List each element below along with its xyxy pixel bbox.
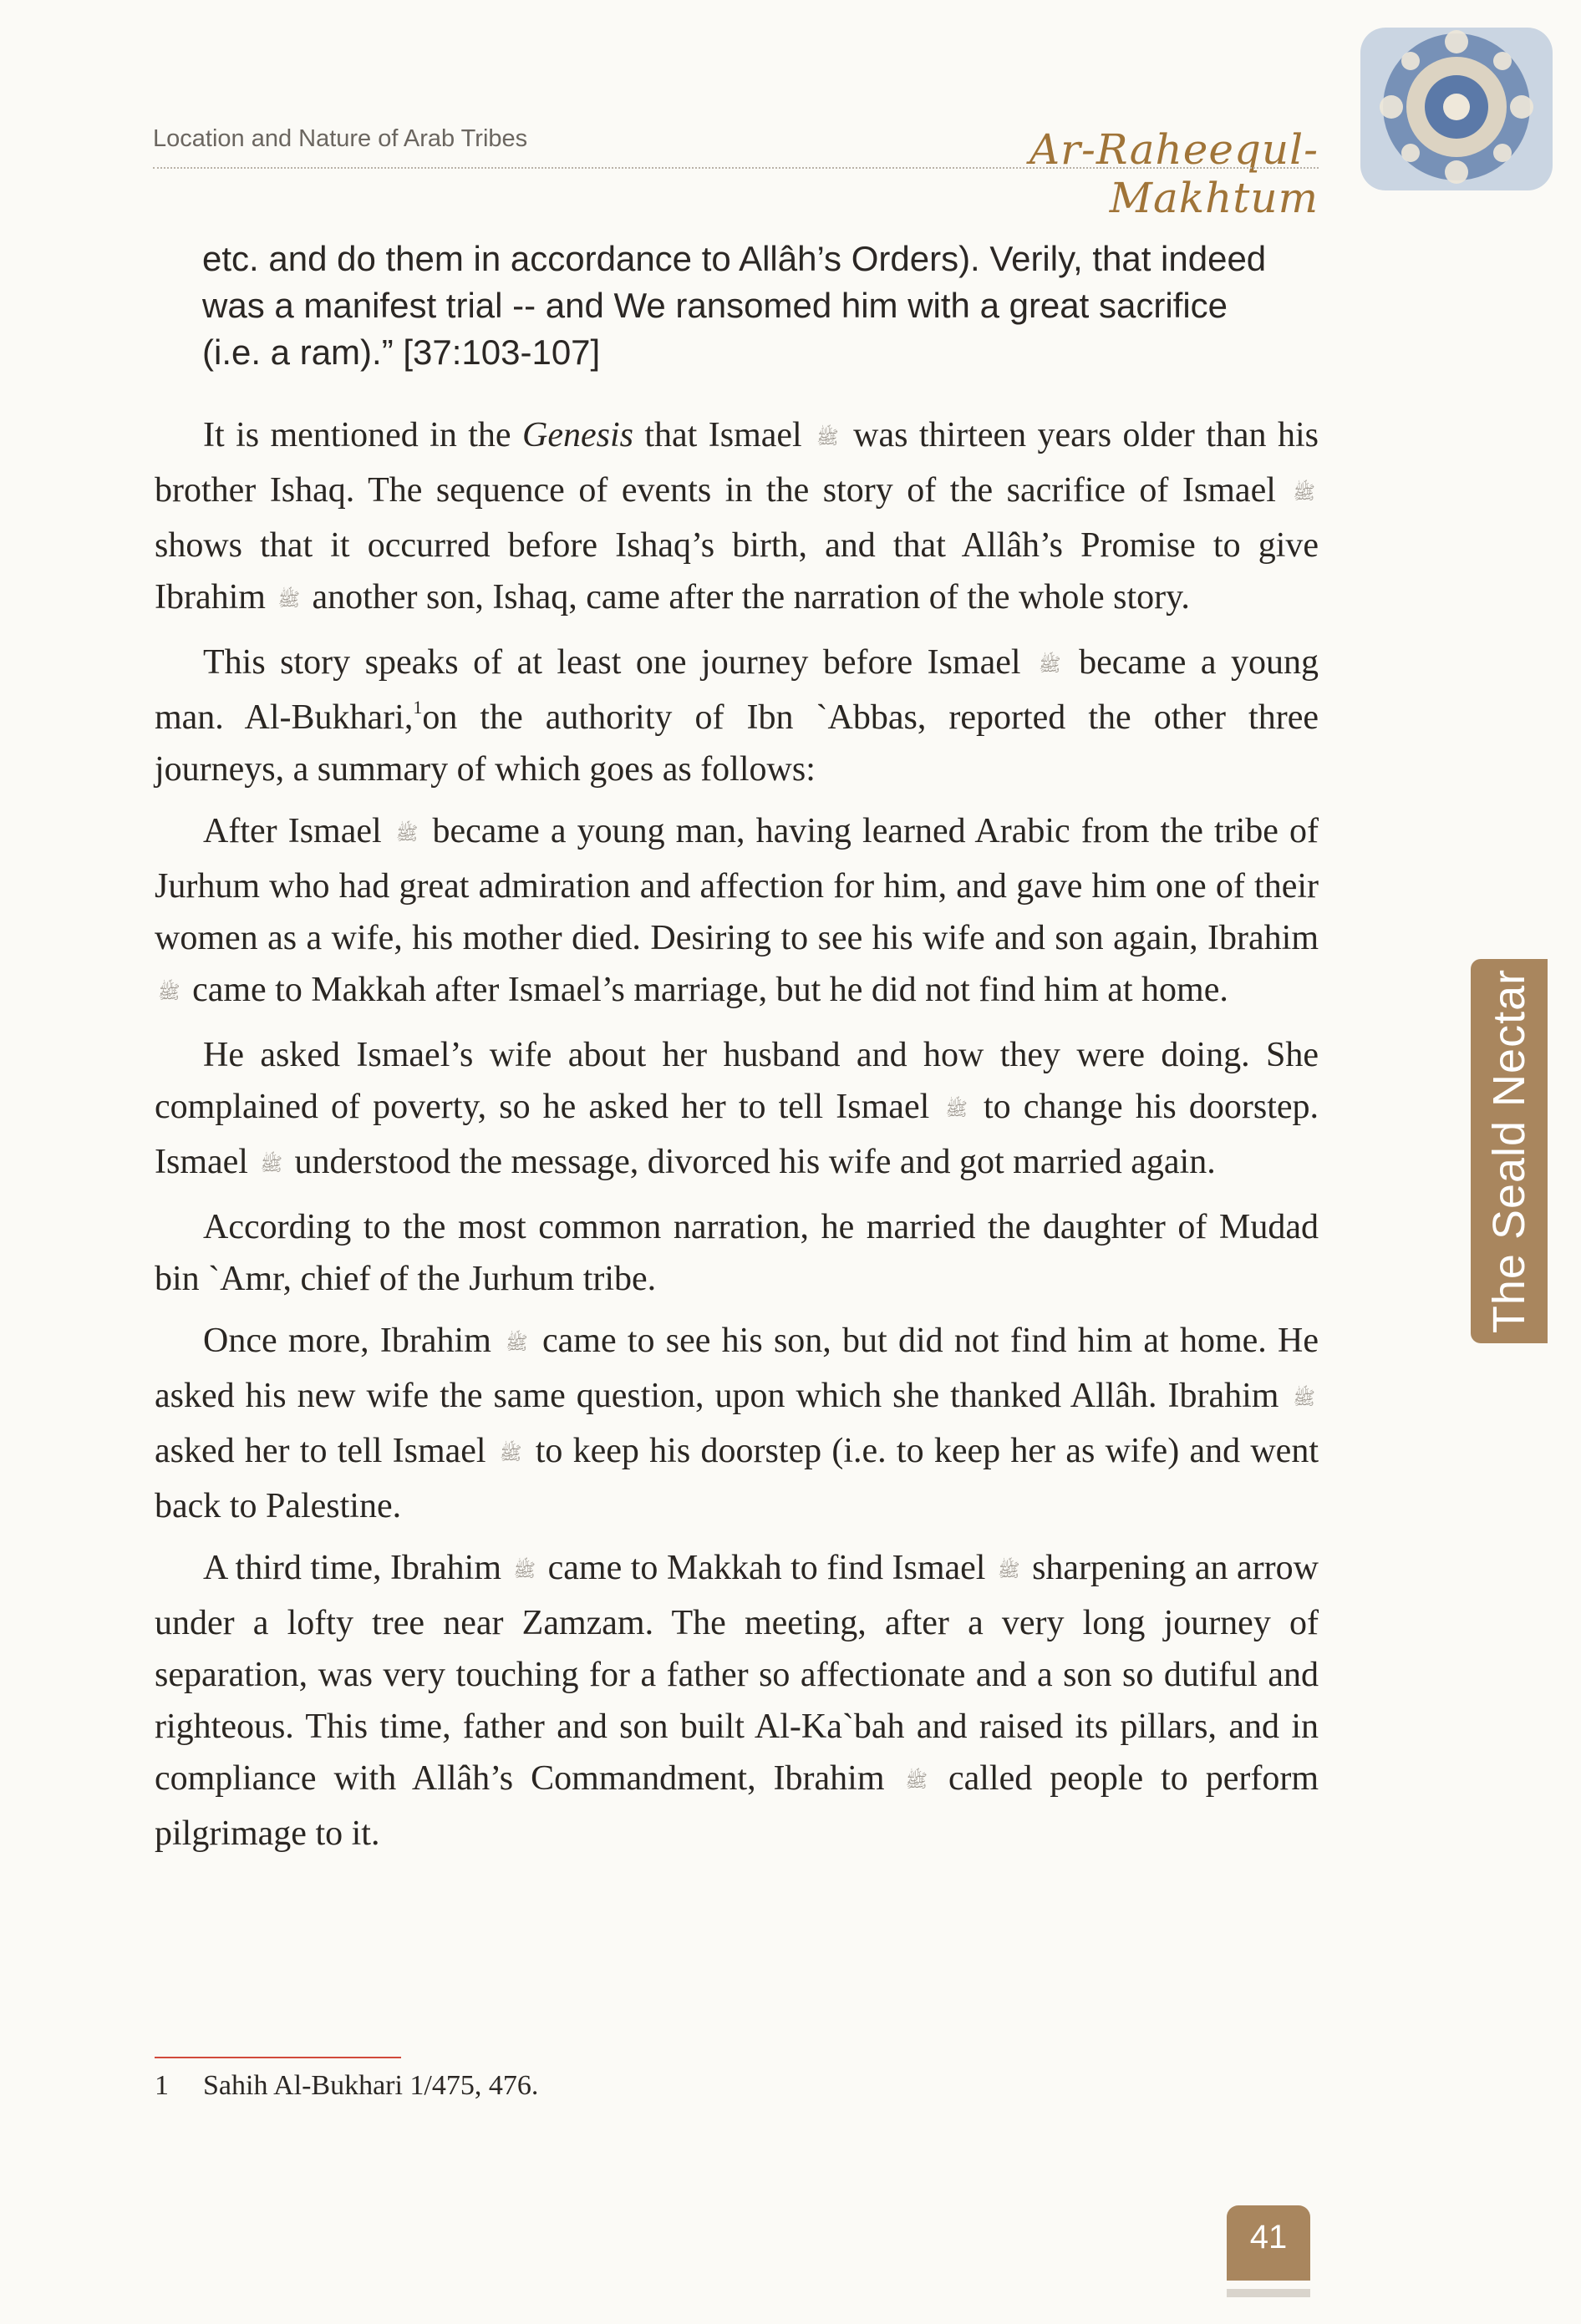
text-run: on the authority of Ibn `Abbas, reported the other three journeys, a summary of which goes as follows: <box>155 698 1319 789</box>
pbuh-honorific-icon: ﷺ <box>1293 483 1315 504</box>
pbuh-honorific-icon: ﷺ <box>997 1560 1020 1581</box>
paragraph-genesis <box>155 409 1319 627</box>
text-run: called people to perform pilgrimage to it. <box>155 1759 1319 1853</box>
footnote-number: 1 <box>155 2070 169 2101</box>
body-text <box>155 409 1319 1870</box>
pbuh-honorific-icon: ﷺ <box>260 1154 283 1175</box>
footnote-reference[interactable]: 1 <box>413 697 423 718</box>
text-run: shows that it occurred before Ishaq’s birth, and that Allâh’s Promise to give Ibrahim <box>155 526 1319 617</box>
pbuh-honorific-icon: ﷺ <box>277 590 301 611</box>
paragraph-third-visit <box>155 1542 1319 1860</box>
quran-quote-continuation: etc. and do them in accordance to Allâh’s Orders). Verily, that indeed was a manifest trial -- and We ransomed him with a great sacrifice (i.e. a ram).” [37:103-107] <box>202 239 1267 372</box>
side-tab-label: The Seald Nectar <box>1484 968 1534 1334</box>
footnote <box>155 2070 538 2102</box>
pbuh-honorific-icon: ﷺ <box>499 1444 522 1464</box>
side-tab <box>1471 959 1548 1343</box>
paragraph-second-visit <box>155 1315 1319 1532</box>
paragraph-first-visit <box>155 805 1319 1019</box>
text-run: It is mentioned in the <box>203 416 522 454</box>
pbuh-honorific-icon: ﷺ <box>1039 655 1061 676</box>
pbuh-honorific-icon: ﷺ <box>905 1771 928 1792</box>
text-run: Once more, Ibrahim <box>203 1322 503 1360</box>
text-run: came to see his son, but did not find him at home. He asked his new wife the same question, upon which she thanked Allâh. Ibrahim <box>155 1322 1319 1415</box>
page-number-underbar <box>1227 2289 1310 2297</box>
footnote-text: Sahih Al-Bukhari 1/475, 476. <box>203 2070 539 2101</box>
text-run: to change his doorstep. Ismael <box>155 1088 1319 1181</box>
paragraph-marriage <box>155 1201 1319 1305</box>
text-run: became a young man. Al-Bukhari, <box>155 643 1319 737</box>
text-run: He asked Ismael’s wife about her husband and how they were doing. She complained of poverty, so he asked her to tell Ismael <box>155 1036 1319 1126</box>
text-run: another son, Ishaq, came after the narration of the whole story. <box>303 578 1190 617</box>
text-run: asked her to tell Ismael <box>155 1432 496 1470</box>
text-run: sharpening an arrow under a lofty tree near Zamzam. The meeting, after a very long journey of separation, was very touching for a father so affectionate and a son so dutiful and righteous. This time, father and son built Al-Ka`bah and raised its pillars, and in compliance with Allâh’s Commandment, Ibrahim <box>155 1549 1319 1798</box>
pbuh-honorific-icon: ﷺ <box>506 1333 528 1354</box>
pbuh-honorific-icon: ﷺ <box>158 982 180 1003</box>
text-run: became a young man, having learned Arabic from the tribe of Jurhum who had great admiration and affection for him, and gave him one of their women as a wife, his mother died. Desiring to see his wife and son again, Ibrahim <box>155 812 1319 957</box>
text-run: A third time, Ibrahim <box>203 1549 511 1587</box>
text-run: According to the most common narration, he married the daughter of Mudad bin `Amr, chief of the Jurhum tribe. <box>155 1208 1319 1298</box>
pbuh-honorific-icon: ﷺ <box>816 428 839 449</box>
pbuh-honorific-icon: ﷺ <box>513 1560 536 1581</box>
running-header-section: Location and Nature of Arab Tribes <box>153 125 528 152</box>
pbuh-honorific-icon: ﷺ <box>1293 1388 1315 1409</box>
running-header-book-title: Ar-Raheequl-Makhtum <box>1029 125 1319 222</box>
text-run: that Ismael <box>633 416 814 454</box>
ornament-rosette-icon <box>1352 23 1561 199</box>
text-run: to keep his doorstep (i.e. to keep her as wife) and went back to Palestine. <box>155 1432 1319 1525</box>
text-run: was thirteen years older than his brother Ishaq. The sequence of events in the story of the sacrifice of Ismael <box>155 416 1319 510</box>
text-run: After Ismael <box>203 812 393 850</box>
footnote-rule <box>155 2057 401 2058</box>
text-run: came to Makkah after Ismael’s marriage, but he did not find him at home. <box>183 971 1228 1009</box>
pbuh-honorific-icon: ﷺ <box>945 1099 968 1120</box>
paragraph-doorstep <box>155 1029 1319 1191</box>
text-run: came to Makkah to find Ismael <box>539 1549 994 1587</box>
text-run: understood the message, divorced his wife and got married again. <box>286 1143 1216 1181</box>
italic-title-genesis: Genesis <box>521 416 633 454</box>
text-run: This story speaks of at least one journey before Ismael <box>203 643 1036 682</box>
header-dotted-rule <box>153 167 1319 169</box>
paragraph-journeys <box>155 637 1319 795</box>
pbuh-honorific-icon: ﷺ <box>395 824 419 845</box>
page-number: 41 <box>1249 2219 1288 2255</box>
page-number-box <box>1227 2205 1310 2281</box>
